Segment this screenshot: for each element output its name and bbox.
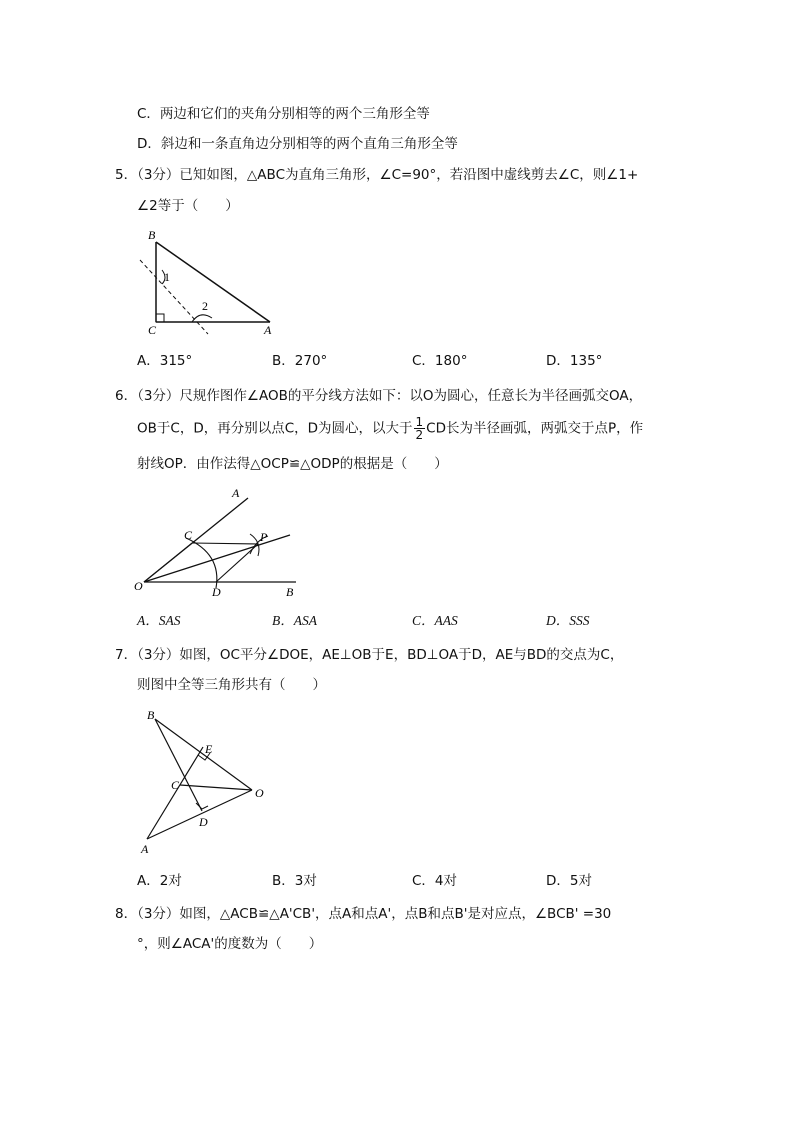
q5-label-a: A: [264, 323, 272, 337]
q6-label-b: B: [286, 585, 294, 599]
q6-stem-line2-part2: CD长为半径画弧，两弧交于点P，作: [426, 420, 644, 437]
q7-option-c: C．4对: [412, 873, 458, 889]
q7-label-c: C: [171, 778, 180, 792]
q6-label-p: P: [260, 530, 268, 544]
q6-label-c: C: [184, 528, 193, 542]
q6-stem-line3: 射线OP．由作法得△OCP≌△ODP的根据是（ ）: [137, 456, 448, 472]
q6-figure: [130, 484, 310, 602]
q5-hypotenuse-ab: [156, 242, 270, 322]
q6-stem-line2: [137, 416, 643, 441]
q6-option-c: C．AAS: [412, 613, 458, 628]
q5-label-1: 1: [164, 270, 170, 284]
q5-stem-line2: ∠2等于（ ）: [137, 198, 239, 214]
q6-segment-cp: [192, 543, 258, 544]
q6-fraction-half: [414, 416, 426, 441]
q6-label-o: O: [134, 579, 143, 593]
q7-segment-bd: [155, 719, 202, 811]
q7-option-b: B．3对: [272, 873, 317, 889]
q8-stem-line1: 8．（3分）如图，△ACB≌△A'CB'，点A和点A'，点B和点B'是对应点，∠BCB' =30: [115, 906, 612, 922]
q7-segment-bo: [155, 719, 252, 790]
q5-option-c: C．180°: [412, 353, 468, 369]
q6-option-d: D．SSS: [546, 613, 590, 628]
q6-option-a: A．SAS: [137, 613, 181, 628]
q4-option-c: C．两边和它们的夹角分别相等的两个三角形全等: [137, 106, 430, 122]
q5-label-b: B: [148, 228, 156, 242]
q7-option-d: D．5对: [546, 873, 592, 889]
q6-option-b: B．ASA: [272, 613, 317, 628]
q7-option-a: A．2对: [137, 873, 182, 889]
q7-segment-ae: [147, 747, 203, 839]
q5-figure: [130, 222, 290, 340]
q6-stem-line1: 6．（3分）尺规作图作∠AOB的平分线方法如下：以O为圆心，任意长为半径画弧交OA，: [115, 388, 643, 404]
q5-option-b: B．270°: [272, 353, 328, 369]
q7-label-o: O: [255, 786, 264, 800]
q5-option-d: D．135°: [546, 353, 603, 369]
q6-stem-line2-part1: OB于C，D，再分别以点C，D为圆心，以大于: [137, 420, 413, 437]
q5-stem-line1: 5．（3分）已知如图，△ABC为直角三角形，∠C=90°，若沿图中虚线剪去∠C，则∠1+: [115, 167, 639, 183]
q7-stem-line2: 则图中全等三角形共有（ ）: [137, 677, 326, 693]
q8-stem-line2: °，则∠ACA'的度数为（ ）: [137, 936, 323, 952]
q6-fraction-denominator: 2: [415, 428, 424, 442]
q7-label-d: D: [199, 815, 208, 829]
q5-label-c: C: [148, 323, 157, 337]
q6-label-d: D: [212, 585, 221, 599]
q7-label-a: A: [141, 842, 149, 856]
q7-figure: [135, 705, 275, 860]
q7-label-b: B: [147, 708, 155, 722]
q5-option-a: A．315°: [137, 353, 193, 369]
q5-label-2: 2: [202, 299, 208, 313]
q6-segment-oc: [144, 543, 192, 582]
q4-option-d: D．斜边和一条直角边分别相等的两个直角三角形全等: [137, 136, 458, 152]
q7-stem-line1: 7．（3分）如图，OC平分∠DOE，AE⊥OB于E，BD⊥OA于D，AE与BD的交点为C，: [115, 647, 624, 663]
q5-right-angle-mark: [156, 314, 164, 322]
q6-label-a: A: [232, 486, 240, 500]
q5-angle2-arc: [192, 315, 212, 322]
q7-label-e: E: [205, 742, 213, 756]
q6-fraction-numerator: 1: [415, 415, 424, 429]
